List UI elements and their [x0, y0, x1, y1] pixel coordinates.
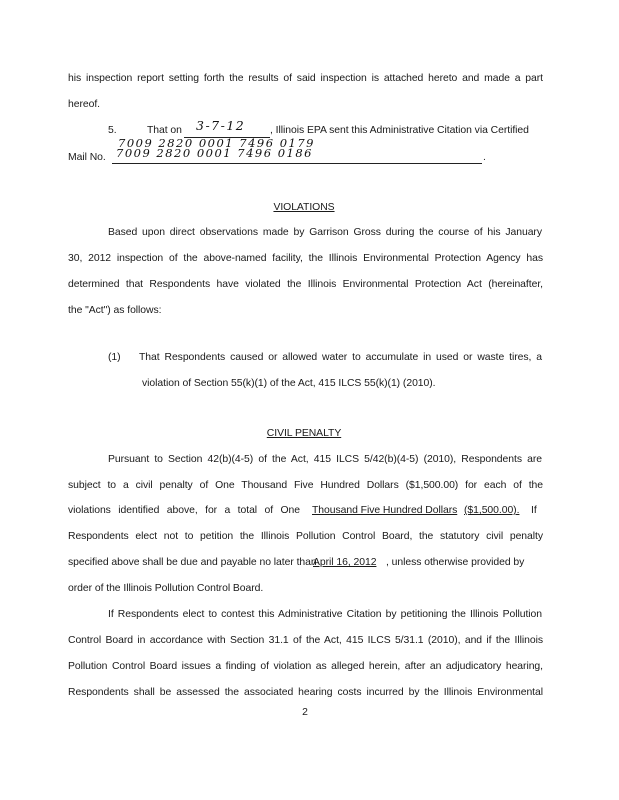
violations-line-4: the "Act") as follows:	[68, 305, 162, 316]
handwritten-mail-number-2: 7009 2820 0001 7496 0186	[116, 146, 313, 160]
penalty-line-5-a: specified above shall be due and payable no later than	[68, 557, 317, 568]
penalty-line-4: Respondents elect not to petition the Illinois Pollution Control Board, the statutory civil penalty	[68, 531, 543, 542]
penalty-line-3-amount: ($1,500.00).	[464, 505, 520, 516]
penalty-due-date: April 16, 2012	[313, 557, 377, 568]
violation-item-1-line-1: That Respondents caused or allowed water to accumulate in used or waste tires, a	[139, 352, 542, 363]
intro-line-2: hereof.	[68, 99, 100, 110]
contest-line-3: Pollution Control Board issues a finding of violation as alleged herein, after an adjudicatory hearing,	[68, 661, 543, 672]
penalty-line-2: subject to a civil penalty of One Thousand Five Hundred Dollars ($1,500.00) for each of the	[68, 480, 543, 491]
violations-heading: VIOLATIONS	[273, 202, 335, 213]
violations-line-1: Based upon direct observations made by Garrison Gross during the course of his January	[108, 227, 542, 238]
violations-line-3: determined that Respondents have violated the Illinois Environmental Protection Act (hereinafter,	[68, 279, 543, 290]
mail-no-period: .	[483, 152, 486, 163]
violation-item-1-line-2: violation of Section 55(k)(1) of the Act, 415 ILCS 55(k)(1) (2010).	[142, 378, 436, 389]
penalty-line-5-c: , unless otherwise provided by	[386, 557, 525, 568]
contest-line-4: Respondents shall be assessed the associated hearing costs incurred by the Illinois Environmental	[68, 687, 543, 698]
penalty-line-3-if: If	[531, 505, 537, 516]
item-5-number: 5.	[108, 125, 117, 136]
intro-line-1: his inspection report setting forth the results of said inspection is attached hereto and made a part	[68, 73, 543, 84]
violation-item-1-number: (1)	[108, 352, 121, 363]
item-5-that-on: That on	[147, 125, 182, 136]
handwritten-date: 3-7-12	[196, 118, 246, 133]
violations-line-2: 30, 2012 inspection of the above-named facility, the Illinois Environmental Protection Agency has	[68, 253, 543, 264]
penalty-line-1: Pursuant to Section 42(b)(4-5) of the Act, 415 ILCS 5/42(b)(4-5) (2010), Respondents are	[108, 454, 542, 465]
item-5-after-date: , Illinois EPA sent this Administrative Citation via Certified	[270, 125, 529, 136]
civil-penalty-heading: CIVIL PENALTY	[266, 428, 342, 439]
mail-no-underline	[112, 163, 482, 164]
mail-no-label: Mail No.	[68, 152, 106, 163]
contest-line-2: Control Board in accordance with Section 31.1 of the Act, 415 ILCS 5/31.1 (2010), and if the Illinois	[68, 635, 543, 646]
penalty-line-6: order of the Illinois Pollution Control Board.	[68, 583, 264, 594]
penalty-line-3-amount-words: Thousand Five Hundred Dollars	[312, 505, 458, 516]
page-number: 2	[302, 707, 308, 718]
handwritten-mail-number-1: 7009 2820 0001 7496 0179	[118, 136, 315, 150]
contest-line-1: If Respondents elect to contest this Administrative Citation by petitioning the Illinois Pollution	[108, 609, 542, 620]
penalty-line-3-a: violations identified above, for a total of One	[68, 505, 300, 516]
